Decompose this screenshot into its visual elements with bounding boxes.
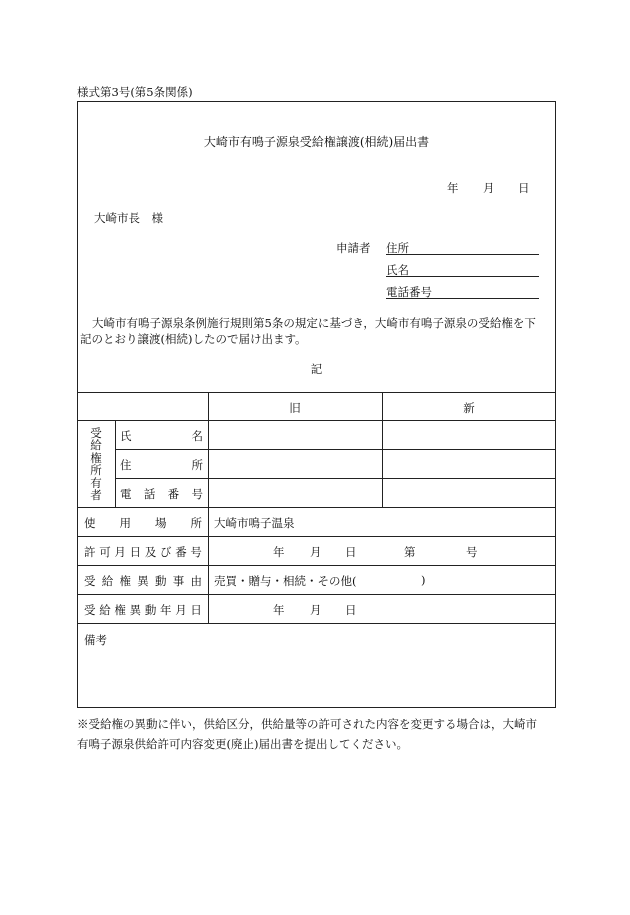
holder-phone-label [120,486,203,502]
change-reason-label [84,573,202,589]
applicant-phone-label: 電話番号 [386,285,432,299]
applicant-name-field[interactable] [386,276,539,277]
usage-place-label [84,515,202,531]
change-reason-close: ) [421,573,426,587]
table-line [77,420,556,421]
applicant-label: 申請者 [336,241,371,255]
label-char: 給 [99,603,111,617]
note-line-1: ※受給権の異動に伴い，供給区分，供給量等の許可された内容を変更する場合は，大崎市 [77,717,537,731]
label-char: 日 [129,545,142,559]
table-top-line [77,392,556,393]
permit-year: 年 [273,545,285,559]
table-line [115,420,116,507]
applicant-phone-field[interactable] [386,298,539,299]
label-char: 動 [144,603,157,617]
holder-group-label [85,427,107,501]
label-char: 日 [190,603,202,617]
permit-day: 日 [345,545,357,559]
label-char: 異 [137,574,149,588]
date-year: 年 [447,181,459,195]
table-line [77,623,556,624]
applicant-name-label: 氏名 [386,263,409,277]
body-text-line-1: 大崎市有鳴子源泉条例施行規則第5条の規定に基づき，大崎市有鳴子源泉の受給権を下 [92,316,536,330]
holder-group-char: 者 [90,487,102,502]
table-line [208,392,209,623]
label-char: び [160,545,172,559]
label-char: 月 [175,603,187,617]
label-char: 話 [143,487,156,501]
label-char: 給 [101,574,114,588]
table-line [77,565,556,566]
date-day: 日 [518,181,530,195]
label-char: 所 [191,458,203,472]
column-header-old: 旧 [289,401,301,415]
change-date-month: 月 [310,603,322,617]
applicant-address-field[interactable] [386,254,539,255]
table-line [77,536,556,537]
ki-heading: 記 [310,362,323,376]
label-char: 由 [190,574,202,588]
permit-go: 号 [466,545,478,559]
label-char: 使 [84,516,96,530]
table-line [115,478,556,479]
label-char: 受 [84,574,96,588]
change-date-year: 年 [273,603,285,617]
label-char: 年 [160,603,172,617]
table-line [115,449,556,450]
permit-month: 月 [310,545,322,559]
label-char: 及 [144,545,157,559]
label-char: 番 [175,545,187,559]
label-char: 権 [114,603,126,617]
label-char: 所 [190,516,202,530]
holder-group-char: 受 [90,426,102,440]
label-char: 号 [191,487,203,501]
remarks-label: 備考 [84,633,107,647]
addressee: 大崎市長 様 [94,211,163,225]
label-char: 許 [84,545,96,559]
table-line [77,594,556,595]
change-date-day: 日 [345,603,357,617]
permit-dai: 第 [404,545,416,559]
label-char: 号 [190,545,202,559]
label-char: 番 [167,487,180,501]
column-header-new: 新 [463,401,475,415]
label-char: 場 [155,516,167,530]
label-char: 名 [191,429,203,443]
holder-address-label [120,457,203,473]
label-char: 受 [84,603,96,617]
label-char: 用 [119,516,131,530]
note-line-2: 有鳴子源泉供給許可内容変更(廃止)届出書を提出してください。 [77,737,408,751]
holder-group-char: 給 [90,438,102,453]
date-month: 月 [483,181,495,195]
body-text-line-2: 記のとおり譲渡(相続)したので届け出ます。 [80,332,307,346]
label-char: 住 [120,458,132,472]
label-char: 権 [119,574,131,588]
applicant-address-label: 住所 [386,241,409,255]
label-char: 事 [172,574,185,588]
label-char: 月 [114,545,126,559]
label-char: 可 [99,545,111,559]
holder-name-label [120,428,203,444]
holder-group-char: 所 [90,463,102,478]
permit-label [84,544,202,560]
change-date-label [84,602,202,618]
label-char: 電 [120,487,132,501]
form-title: 大崎市有鳴子源泉受給権譲渡(相続)届出書 [203,135,430,149]
label-char: 異 [129,603,142,617]
holder-group-char: 有 [90,475,102,490]
table-line [77,507,556,508]
label-char: 動 [155,574,167,588]
form-number: 様式第3号(第5条関係) [77,85,193,99]
change-reason-value: 売買・贈与・相続・その他( [214,574,357,588]
holder-group-char: 権 [90,450,102,465]
label-char: 氏 [120,429,132,443]
usage-place-value: 大崎市鳴子温泉 [214,516,295,530]
